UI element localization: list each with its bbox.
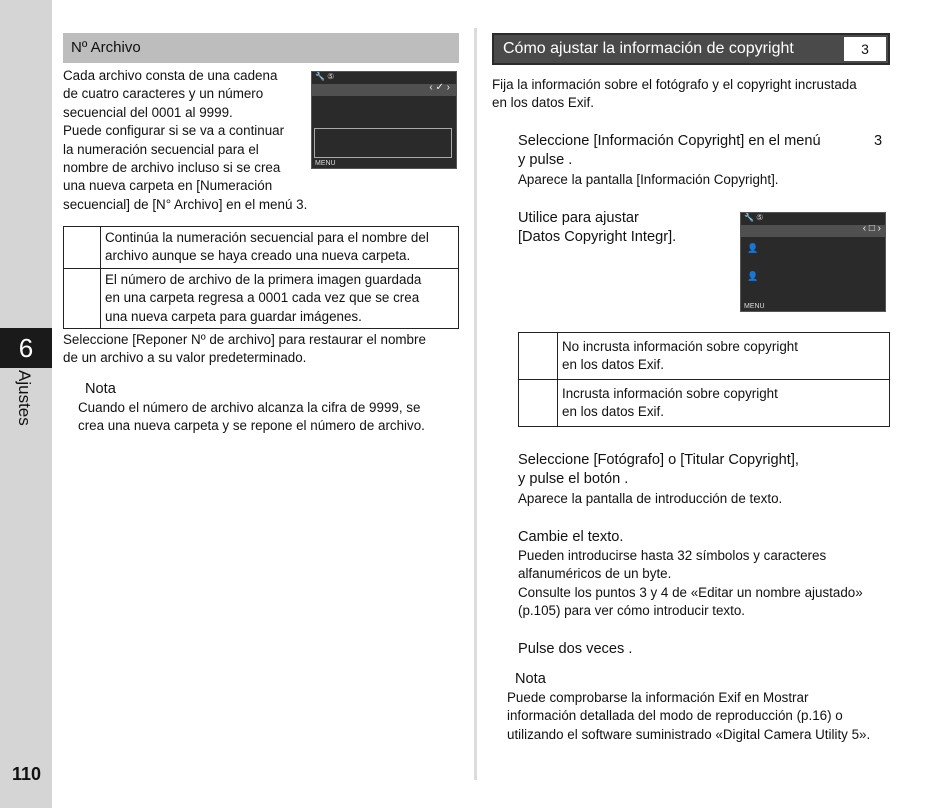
option-description: No incrusta información sobre copyright en los datos Exif.: [558, 333, 890, 380]
step-1-menu-ref: 3: [874, 133, 883, 149]
option-description: Continúa la numeración secuencial para el nombre del archivo aunque se haya creado una nueva carpeta.: [101, 227, 459, 269]
step-1: Seleccione [Información Copyright] en el menú y pulse .: [518, 133, 821, 168]
step-2: Utilice para ajustar [Datos Copyright Integr].: [518, 210, 677, 245]
step-3: Seleccione [Fotógrafo] o [Titular Copyright], y pulse el botón .: [518, 452, 799, 487]
option-icon-cell: [519, 380, 558, 427]
screen-highlight-row: [312, 84, 456, 96]
copyright-holder-icon: 👤: [747, 271, 759, 281]
step-1-desc: Aparece la pantalla [Información Copyright].: [518, 172, 779, 187]
screen-menu-label: MENU: [744, 303, 765, 310]
screen-option-box: [314, 128, 452, 158]
left-note-title: Nota: [85, 381, 116, 397]
step-3-desc: Aparece la pantalla de introducción de texto.: [518, 491, 783, 506]
checkbox-icon: ‹ □ ›: [862, 223, 881, 234]
option-icon-cell: [519, 333, 558, 380]
right-note-text: Puede comprobarse la información Exif en Mostrar información detallada del modo de reproducción (p.16) o utilizando el software suministrado «Digital Camera Utility 5».: [507, 690, 871, 742]
table-row: [64, 268, 459, 328]
left-section-title: Nº Archivo: [63, 33, 459, 63]
screen-highlight-row: [741, 225, 885, 237]
right-section-title: Cómo ajustar la información de copyright 3: [492, 33, 890, 65]
wrench-icon: 🔧 ⑤: [744, 213, 764, 222]
step-5: Pulse dos veces .: [518, 641, 633, 657]
check-icon: ‹ ✓ ›: [429, 82, 450, 93]
column-divider: [474, 28, 477, 780]
left-options-table: [63, 226, 459, 329]
section-tab-number: 3: [844, 37, 886, 61]
photographer-icon: 👤: [747, 243, 759, 253]
chapter-number: 6: [0, 328, 52, 368]
option-description: Incrusta información sobre copyright en los datos Exif.: [558, 380, 890, 427]
table-row: [64, 227, 459, 269]
table-row: [519, 380, 890, 427]
screen-menu-label: MENU: [315, 160, 336, 167]
step-4-desc: Pueden introducirse hasta 32 símbolos y caracteres alfanuméricos de un byte. Consulte los puntos 3 y 4 de «Editar un nombre ajustado» (p.105) para ver cómo introducir texto.: [518, 548, 863, 619]
option-icon-cell: [64, 268, 101, 328]
camera-screen-copyright: [740, 212, 886, 312]
left-note-text: Cuando el número de archivo alcanza la cifra de 9999, se crea una nueva carpeta y se repone el número de archivo.: [78, 400, 425, 434]
camera-screen-file-number: [311, 71, 457, 169]
chapter-label: Ajustes: [15, 370, 34, 426]
right-options-table: [518, 332, 890, 427]
left-reset-text: Seleccione [Reponer Nº de archivo] para restaurar el nombre de un archivo a su valor predeterminado.: [63, 332, 426, 366]
step-4: Cambie el texto.: [518, 529, 624, 545]
right-note-title: Nota: [515, 671, 546, 687]
table-row: [519, 333, 890, 380]
page-number: 110: [12, 764, 42, 784]
right-intro: Fija la información sobre el fotógrafo y el copyright incrustada en los datos Exif.: [492, 77, 857, 111]
option-icon-cell: [64, 227, 101, 269]
option-description: El número de archivo de la primera imagen guardada en una carpeta regresa a 0001 cada vez que se crea una nueva carpeta para guardar imágenes.: [101, 268, 459, 328]
left-intro: Cada archivo consta de una cadena de cuatro caracteres y un número secuencial del 0001 al 9999. Puede configurar si se va a continuar la numeración secuencial para el nombre de archivo incluso si se crea una nueva carpeta en [Numeración secuencial] de [N° Archivo] en el menú 3.: [63, 68, 308, 212]
wrench-icon: 🔧 ⑤: [315, 72, 335, 81]
